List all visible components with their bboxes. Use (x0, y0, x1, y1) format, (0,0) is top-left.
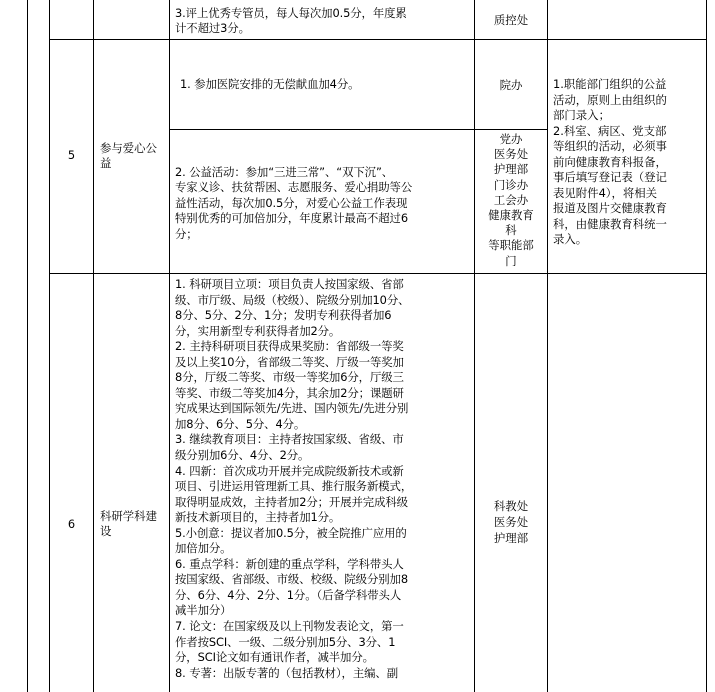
category-cell: 参与爱心公益 (100, 141, 157, 170)
table-border (706, 0, 707, 692)
item-content: 3.评上优秀专管员，每人每次加0.5分，年度累 计不超过3分。 (175, 6, 407, 35)
category-cell: 科研学科建设 (100, 509, 157, 538)
table-border (93, 0, 94, 692)
row-number: 6 (67, 517, 76, 531)
row-divider (49, 273, 707, 274)
department-cell: 质控处 (493, 13, 529, 27)
row-number: 5 (67, 148, 76, 162)
item-content: 1. 参加医院安排的无偿献血加4分。 (180, 77, 360, 91)
department-cell: 院办 (499, 78, 523, 92)
table-border (27, 0, 28, 692)
table-border (547, 0, 548, 692)
remark-cell: 1.职能部门组织的公益 活动，原则上由组织的 部门录入； 2.科室、病区、党支部 等组织的活动，必须事 前向健康教育科报备， 事后填写登记表（登记 表见附件4），将相关 报道及图片交健康教育 科，由健康教育科统一 录入。 (553, 77, 667, 246)
item-content: 1. 科研项目立项：项目负责人按国家级、省部 级、市厅级、局级（校级）、院级分别加10分、 8分、5分、2分、1分；发明专利获得者加6 分，实用新型专利获得者加2分。 2. 主持科研项目获得成果奖励：省部级一等奖 及以上奖10分，省部级二等奖、厅级一等奖加 8分，厅级二等奖、市级一等奖加6分，厅级三 等奖、市级二等奖加4分，其余加2分；课题研 究成果达到国际领先/先进、国内领先/先进分别 加8分、6分、5分、4分。 3. 继续教育项目：主持者按国家级、省级、市 级分别加6分、4分、2分。 4. 四新：首次成功开展并完成院级新技术或新 项目、引进运用管理新工具、推行服务新模式， 取得明显成效，主持者加2分；开展并完成科级 新技术新项目的，主持者加1分。 5.小创意：提议者加0.5分，被全院推广应用的 加倍加分。 6. 重点学科：新创建的重点学科，学科带头人 按国家级、省部级、市级、校级、院级分别加8 分、6分、4分、2分、1分。（后备学科带头人 减半加分） 7. 论文：在国家级及以上刊物发表论文，第一 作者按SCI、一级、二级分别加5分、3分、1 分，SCI论文如有通讯作者，减半加分。 8. 专著：出版专著的（包括教材），主编、副 (175, 277, 413, 680)
table-border (49, 0, 50, 692)
department-cell: 党办 医务处 护理部 门诊办 工会办 健康教育 科 等职能部 门 (488, 132, 534, 268)
table-border (474, 0, 475, 692)
table-border (169, 0, 170, 692)
row-divider (49, 39, 707, 40)
department-cell: 科教处 医务处 护理部 (493, 499, 529, 545)
row-divider (169, 129, 547, 130)
item-content: 2. 公益活动：参加“三进三常”、“双下沉”、 专家义诊、扶贫帮困、志愿服务、爱心捐助等公 益性活动，每次加0.5分，对爱心公益工作表现 特别优秀的可加倍加分，年度累计最高不超过6 分； (175, 165, 413, 241)
